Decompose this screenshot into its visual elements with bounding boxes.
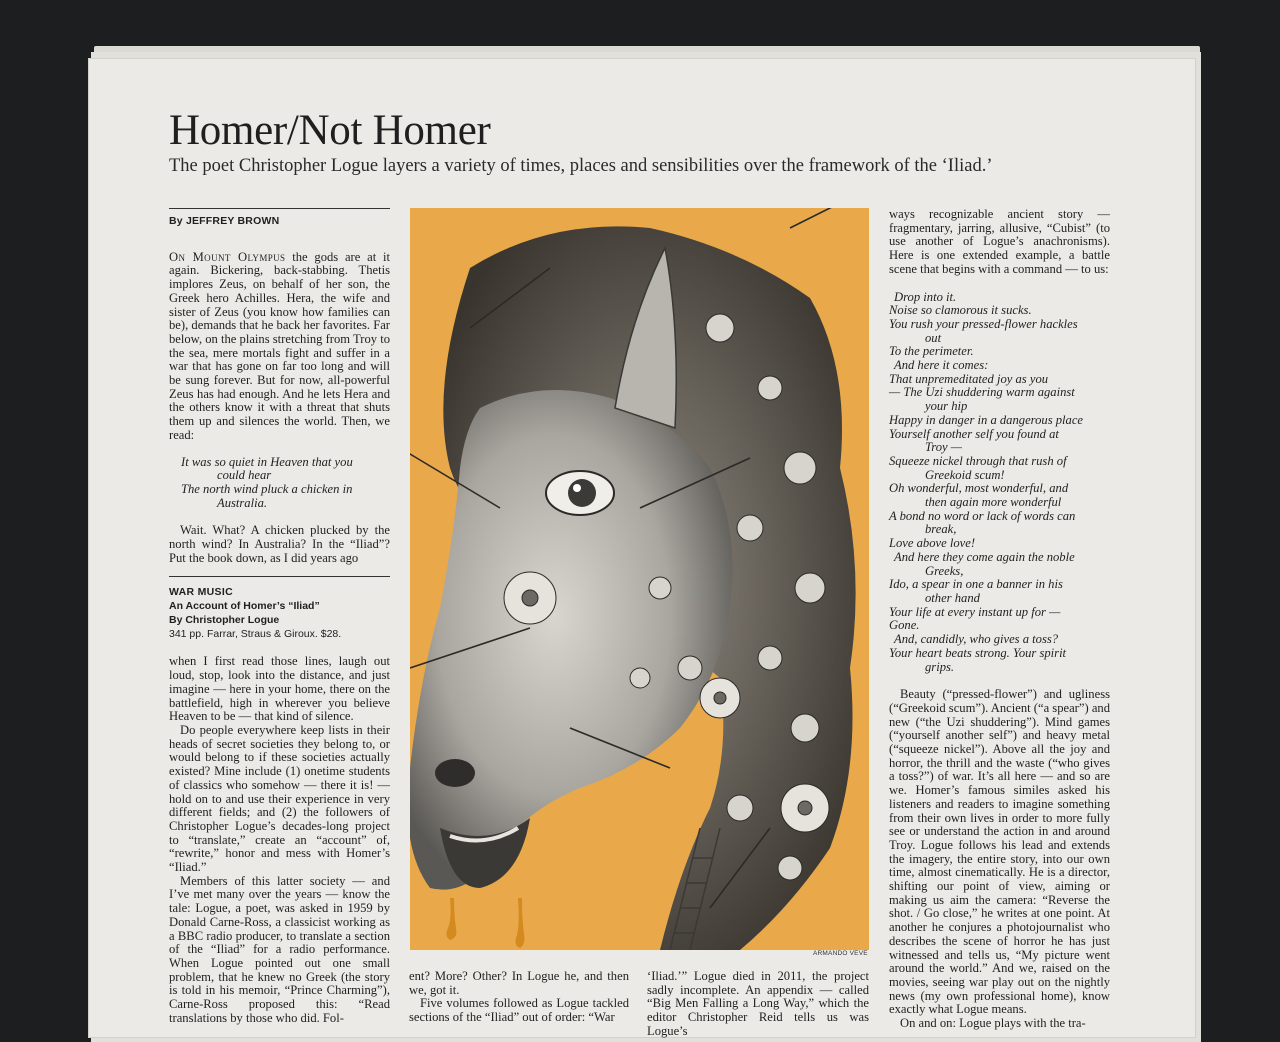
horse-head-illustration <box>410 208 869 950</box>
poem-line: Your life at every instant up for — <box>889 604 1061 619</box>
paragraph: Beauty (“pressed-flower”) and ugliness (“Greekoid scum”). Ancient (“a spear”) and new (“the Uzi shuddering”). Mind games (“yourself another self”) and heavy metal (“squeeze nickel”). Above all the joy and horror, the thrill and the waste (“who gives a toss?”) of war. It’s all here — and so are we. Homer’s famous similes asked his listeners and readers to imagine something from their own lives in order to more fully see or understand the action in and around Troy. Logue follows his lead and extends the imagery, the entire story, into our own time, almost cinematically. He is a director, shifting our point of view, aiming or making us aim the camera: “Reverse the shot. / Go close,” he writes at one point. At another he conjures a photojournalist who describes the scene of horror he has just witnessed and tells us, “My picture went around the world.” And we, raised on the movies, seeing war play out on the nightly news (my own professional home), know exactly what Logue means. <box>889 687 1110 1017</box>
poem-excerpt <box>169 456 390 511</box>
byline-rule <box>169 208 390 209</box>
poem-line: And here it comes: <box>894 358 989 373</box>
paragraph: ways recognizable ancient story — fragmentary, jarring, allusive, “Cubist” (to use another of Logue’s anachronisms). Here is one extended example, a battle scene that begins with a command — to us: <box>889 207 1110 276</box>
poem-line: Squeeze nickel through that rush of <box>889 453 1067 468</box>
poem-line: Yourself another self you found at <box>889 426 1059 441</box>
byline: By JEFFREY BROWN <box>169 215 280 227</box>
poem-line: It was so quiet in Heaven that you <box>181 454 353 469</box>
column-4 <box>889 208 1110 1031</box>
newspaper-page <box>88 58 1196 1038</box>
poem-line: your hip <box>925 399 968 414</box>
poem-line: A bond no word or lack of words can <box>889 508 1076 523</box>
paragraph: when I first read those lines, laugh out loud, stop, look into the distance, and just imagine — here in your home, there on the battlefield, high in wherever you believe Heaven to be — that kind of silence. <box>169 654 390 724</box>
poem-line: That unpremeditated joy as you <box>889 371 1049 386</box>
column-3 <box>647 970 869 1039</box>
battle-poem-excerpt <box>889 291 1110 675</box>
book-author: By Christopher Logue <box>169 614 280 627</box>
column-1 <box>169 208 390 1025</box>
paragraph: On and on: Logue plays with the tra- <box>900 1016 1086 1031</box>
poem-line: The north wind pluck a chicken in <box>181 481 353 496</box>
poem-line: Happy in danger in a dangerous place <box>889 412 1084 427</box>
paragraph <box>169 251 390 443</box>
poem-line: — The Uzi shuddering warm against <box>889 385 1075 400</box>
paragraph: Members of this latter society — and I’ve met many over the years — know the tale: Logue, a poet, was asked in 1959 by Donald Carne-Ross, a classicist working as a BBC radio producer, to translate a section of the “Iliad” for a radio performance. When Logue pointed out one small problem, that he knew no Greek (the story is told in his memoir, “Prince Charming”), Carne-Ross proposed this: “Read translations by those who did. Fol- <box>169 873 390 1025</box>
book-publication-info: 341 pp. Farrar, Straus & Giroux. $28. <box>169 628 342 641</box>
paragraph: Wait. What? A chicken plucked by the north wind? In Australia? In the “Iliad”? Put the book down, as I did years ago <box>169 523 390 565</box>
headline: Homer/Not Homer <box>169 107 491 154</box>
poem-line: And, candidly, who gives a toss? <box>894 632 1059 647</box>
illustration-credit: ARMANDO VEVE <box>813 950 868 957</box>
poem-line: Oh wonderful, most wonderful, and <box>889 481 1069 496</box>
dek: The poet Christopher Logue layers a variety of times, places and sensibilities over the framework of the ‘Iliad.’ <box>169 156 993 176</box>
poem-line: And here they come again the noble <box>894 549 1075 564</box>
poem-line: Gone. <box>889 618 920 633</box>
paragraph: ‘Iliad.’” Logue died in 2011, the project sadly incomplete. An appendix — called “Big Men Falling a Long Way,” which the editor Christopher Reid tells us was Logue’s <box>647 969 869 1038</box>
poem-line: To the perimeter. <box>889 344 974 359</box>
illustration <box>410 208 869 950</box>
paragraph-text: the gods are at it again. Bickering, back-stabbing. Thetis implores Zeus, on behalf of her son, the Greek hero Achilles. Hera, the wife and sister of Zeus (you know how families can be), demands that he back her favorites. Far below, on the plains stretching from Troy to the sea, mere mortals fight and suffer in a war that has gone on far too long and will be sung forever. But for now, all-powerful Zeus has had enough. And he lets Hera and the others know it with a threat that shuts them up and silences the world. Then, we read: <box>169 249 390 442</box>
book-title: WAR MUSIC <box>169 586 233 599</box>
poem-line: grips. <box>925 659 955 674</box>
paragraph: Do people everywhere keep lists in their heads of secret societies they belong to, or would belong to if these societies actually existed? Mine include (1) onetime students of classics who somehow — there it is! — hold on to and use their experience in very different fields; and (2) the followers of Christopher Logue’s decades-long project to “translate,” create an “account” of, “rewrite,” honor and mess with Homer’s “Iliad.” <box>169 722 390 875</box>
poem-line: then again more wonderful <box>925 495 1062 510</box>
poem-line: You rush your pressed-flower hackles <box>889 316 1078 331</box>
book-subtitle: An Account of Homer’s “Iliad” <box>169 600 320 613</box>
poem-line: Greeks, <box>925 563 964 578</box>
poem-line: out <box>925 330 942 345</box>
paragraph: Five volumes followed as Logue tackled sections of the “Iliad” out of order: “War <box>409 996 629 1025</box>
poem-line: Drop into it. <box>894 289 957 304</box>
book-info-box <box>169 576 390 641</box>
paragraph: ent? More? Other? In Logue he, and then we, got it. <box>409 969 629 997</box>
poem-line: Love above love! <box>889 536 976 551</box>
poem-line: Greekoid scum! <box>925 467 1005 482</box>
poem-line: could hear <box>217 468 272 483</box>
poem-line: Australia. <box>217 495 268 510</box>
column-2 <box>409 970 629 1025</box>
lead-in: On Mount Olympus <box>169 249 286 264</box>
poem-line: Ido, a spear in one a banner in his <box>889 577 1063 592</box>
poem-line: break, <box>925 522 957 537</box>
poem-line: Noise so clamorous it sucks. <box>889 303 1032 318</box>
poem-line: Troy — <box>925 440 962 455</box>
poem-line: other hand <box>925 590 980 605</box>
poem-line: Your heart beats strong. Your spirit <box>889 645 1067 660</box>
